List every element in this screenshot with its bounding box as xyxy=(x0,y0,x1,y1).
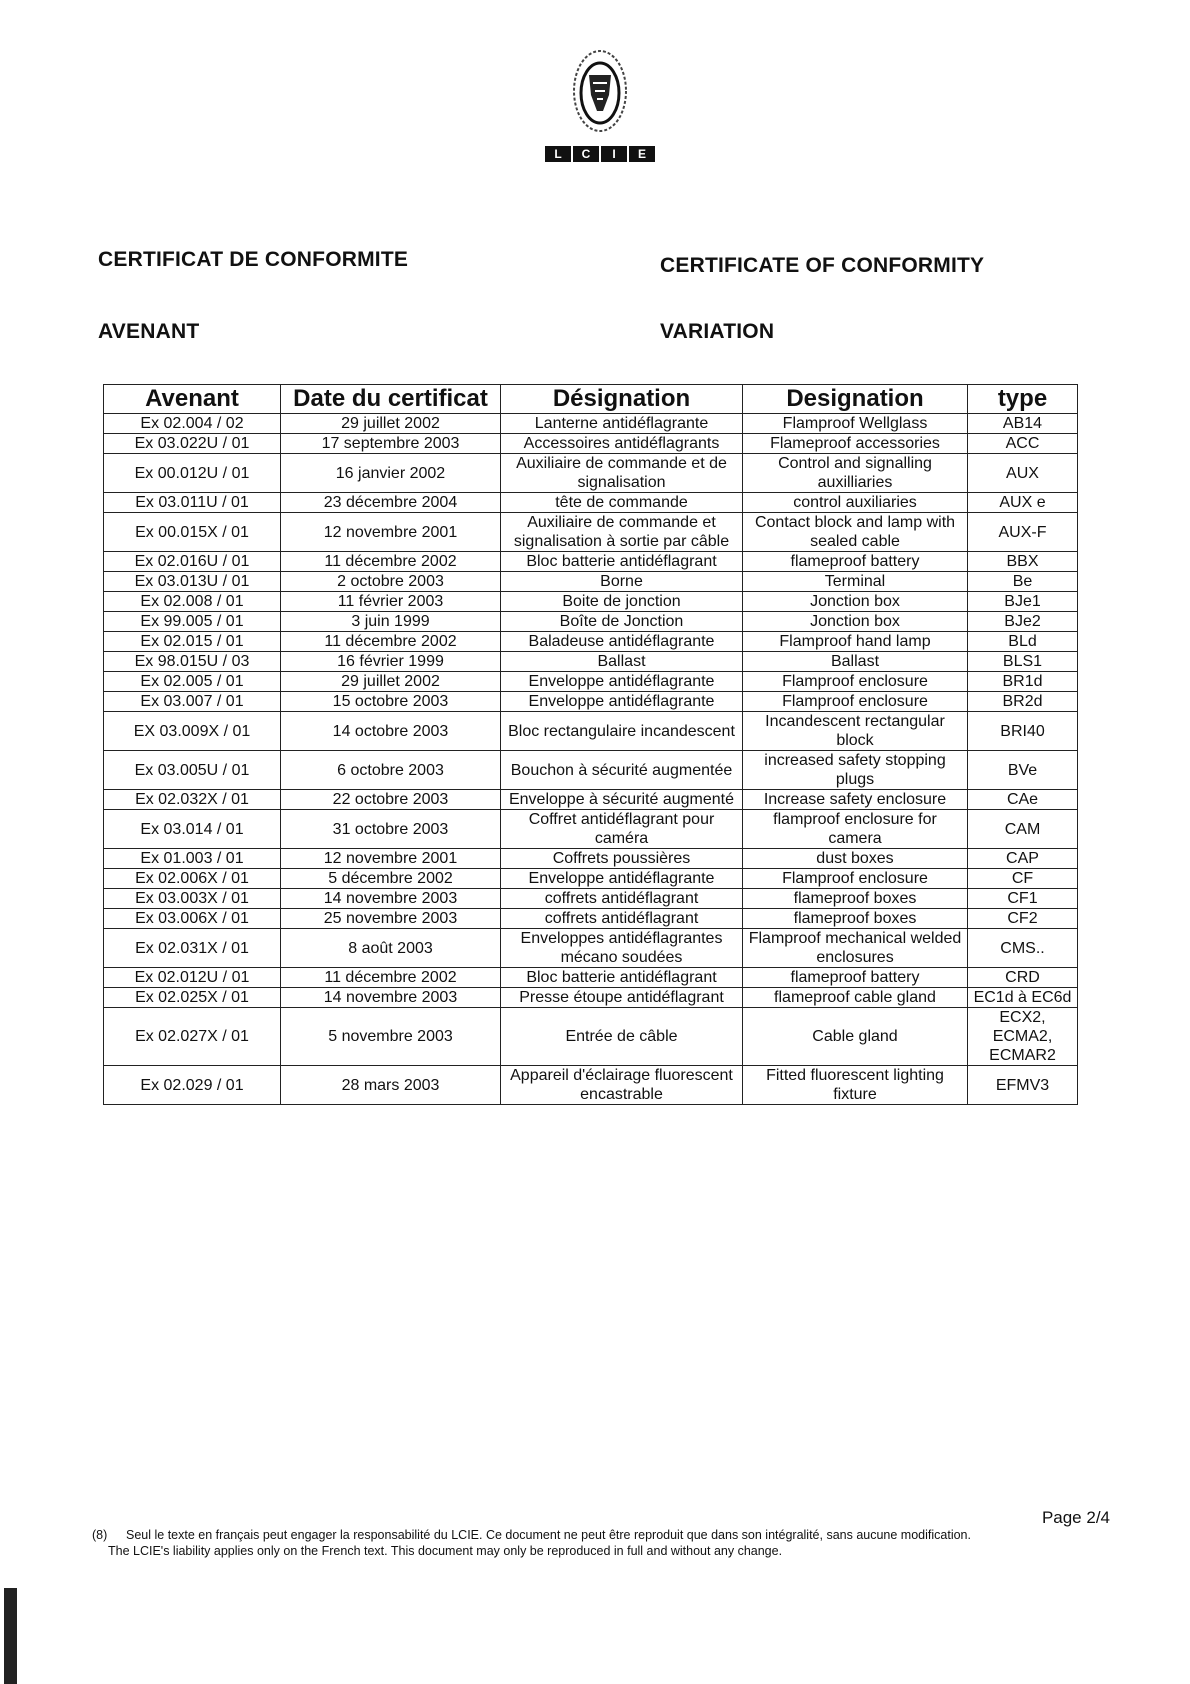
cell-type: CF xyxy=(968,869,1078,889)
table-row xyxy=(104,790,1078,810)
cell-date: 3 juin 1999 xyxy=(281,612,501,632)
lcie-wordmark xyxy=(545,146,655,162)
cell-type: CF1 xyxy=(968,889,1078,909)
cell-designation-fr: Bouchon à sécurité augmentée xyxy=(501,751,743,790)
table-row xyxy=(104,493,1078,513)
cell-designation-en: flamproof enclosure for camera xyxy=(743,810,968,849)
table-row xyxy=(104,751,1078,790)
cell-designation-fr: Ballast xyxy=(501,652,743,672)
footnote-line-fr xyxy=(92,1527,971,1543)
table-row xyxy=(104,513,1078,552)
cell-designation-en: dust boxes xyxy=(743,849,968,869)
cell-avenant: Ex 03.005U / 01 xyxy=(104,751,281,790)
footnote xyxy=(92,1527,971,1559)
cell-type: CMS.. xyxy=(968,929,1078,968)
footnote-number: (8) xyxy=(92,1528,108,1542)
table-row xyxy=(104,592,1078,612)
header-type: type xyxy=(968,385,1078,414)
cell-date: 2 octobre 2003 xyxy=(281,572,501,592)
cell-designation-en: increased safety stopping plugs xyxy=(743,751,968,790)
cell-designation-fr: Bloc batterie antidéflagrant xyxy=(501,552,743,572)
cell-date: 29 juillet 2002 xyxy=(281,672,501,692)
cell-designation-en: flameproof boxes xyxy=(743,909,968,929)
cell-designation-fr: Baladeuse antidéflagrante xyxy=(501,632,743,652)
cell-date: 6 octobre 2003 xyxy=(281,751,501,790)
table-row xyxy=(104,909,1078,929)
cell-avenant: Ex 98.015U / 03 xyxy=(104,652,281,672)
cell-type: BBX xyxy=(968,552,1078,572)
cell-designation-fr: tête de commande xyxy=(501,493,743,513)
table-row xyxy=(104,968,1078,988)
cell-avenant: Ex 02.004 / 02 xyxy=(104,414,281,434)
cell-date: 15 octobre 2003 xyxy=(281,692,501,712)
cell-avenant: Ex 02.015 / 01 xyxy=(104,632,281,652)
cell-designation-fr: Enveloppe antidéflagrante xyxy=(501,869,743,889)
cell-designation-en: Contact block and lamp with sealed cable xyxy=(743,513,968,552)
cell-designation-fr: Enveloppe antidéflagrante xyxy=(501,692,743,712)
cell-avenant: Ex 02.025X / 01 xyxy=(104,988,281,1008)
cell-type: EFMV3 xyxy=(968,1066,1078,1105)
cell-avenant: Ex 02.031X / 01 xyxy=(104,929,281,968)
cell-type: AUX e xyxy=(968,493,1078,513)
cell-designation-fr: Boite de jonction xyxy=(501,592,743,612)
table-row xyxy=(104,849,1078,869)
cell-designation-fr: Enveloppe à sécurité augmenté xyxy=(501,790,743,810)
cell-designation-en: Jonction box xyxy=(743,592,968,612)
cell-designation-fr: Auxiliaire de commande et signalisation à sortie par câble xyxy=(501,513,743,552)
cell-designation-fr: Presse étoupe antidéflagrant xyxy=(501,988,743,1008)
cell-designation-en: Flamproof enclosure xyxy=(743,869,968,889)
page-number: Page 2/4 xyxy=(1041,1508,1110,1527)
cell-designation-fr: coffrets antidéflagrant xyxy=(501,889,743,909)
cell-avenant: Ex 00.012U / 01 xyxy=(104,454,281,493)
cell-avenant: Ex 02.005 / 01 xyxy=(104,672,281,692)
cell-designation-en: Flamproof enclosure xyxy=(743,692,968,712)
cell-avenant: Ex 02.032X / 01 xyxy=(104,790,281,810)
table-row xyxy=(104,434,1078,454)
cell-designation-fr: Coffrets poussières xyxy=(501,849,743,869)
cell-avenant: Ex 03.011U / 01 xyxy=(104,493,281,513)
cell-type: Be xyxy=(968,572,1078,592)
cell-avenant: Ex 03.006X / 01 xyxy=(104,909,281,929)
table-row xyxy=(104,552,1078,572)
cell-designation-fr: Entrée de câble xyxy=(501,1008,743,1066)
cell-designation-en: Jonction box xyxy=(743,612,968,632)
table-row xyxy=(104,1008,1078,1066)
cell-date: 22 octobre 2003 xyxy=(281,790,501,810)
cell-designation-fr: Lanterne antidéflagrante xyxy=(501,414,743,434)
cell-designation-en: Fitted fluorescent lighting fixture xyxy=(743,1066,968,1105)
cell-type: BJe2 xyxy=(968,612,1078,632)
cell-date: 16 janvier 2002 xyxy=(281,454,501,493)
cell-avenant: Ex 03.014 / 01 xyxy=(104,810,281,849)
cell-designation-en: flameproof cable gland xyxy=(743,988,968,1008)
title-french: CERTIFICAT DE CONFORMITE xyxy=(98,248,409,271)
cell-avenant: Ex 02.012U / 01 xyxy=(104,968,281,988)
logo-letter: I xyxy=(599,146,627,162)
cell-type: ECX2, ECMA2, ECMAR2 xyxy=(968,1008,1078,1066)
cell-type: BRI40 xyxy=(968,712,1078,751)
cell-type: AB14 xyxy=(968,414,1078,434)
subtitle-french: AVENANT xyxy=(98,320,200,343)
cell-type: BR1d xyxy=(968,672,1078,692)
cell-date: 16 février 1999 xyxy=(281,652,501,672)
footnote-text-en: The LCIE's liability applies only on the French text. This document may only be reproduced in full and without any change. xyxy=(108,1544,783,1558)
lcie-logo xyxy=(545,45,655,165)
cell-date: 5 novembre 2003 xyxy=(281,1008,501,1066)
table-row xyxy=(104,414,1078,434)
cell-type: EC1d à EC6d xyxy=(968,988,1078,1008)
cell-designation-en: Control and signalling auxilliaries xyxy=(743,454,968,493)
table-row xyxy=(104,692,1078,712)
cell-type: CAM xyxy=(968,810,1078,849)
cell-date: 28 mars 2003 xyxy=(281,1066,501,1105)
cell-date: 31 octobre 2003 xyxy=(281,810,501,849)
cell-avenant: Ex 02.029 / 01 xyxy=(104,1066,281,1105)
table-row xyxy=(104,632,1078,652)
title-english: CERTIFICATE OF CONFORMITY xyxy=(660,254,985,277)
cell-date: 14 octobre 2003 xyxy=(281,712,501,751)
cell-date: 8 août 2003 xyxy=(281,929,501,968)
cell-designation-en: flameproof battery xyxy=(743,968,968,988)
cell-designation-fr: coffrets antidéflagrant xyxy=(501,909,743,929)
header-avenant: Avenant xyxy=(104,385,281,414)
logo-letter: E xyxy=(627,146,655,162)
table-row xyxy=(104,889,1078,909)
cell-designation-fr: Accessoires antidéflagrants xyxy=(501,434,743,454)
cell-designation-en: Increase safety enclosure xyxy=(743,790,968,810)
cell-type: BJe1 xyxy=(968,592,1078,612)
variations-table xyxy=(103,384,1078,1105)
cell-designation-fr: Enveloppe antidéflagrante xyxy=(501,672,743,692)
cell-designation-en: Cable gland xyxy=(743,1008,968,1066)
logo-letter: L xyxy=(554,147,562,161)
table-row xyxy=(104,810,1078,849)
cell-designation-fr: Appareil d'éclairage fluorescent encastrable xyxy=(501,1066,743,1105)
cell-designation-en: Incandescent rectangular block xyxy=(743,712,968,751)
cell-type: AUX xyxy=(968,454,1078,493)
table-row xyxy=(104,454,1078,493)
cell-avenant: Ex 03.003X / 01 xyxy=(104,889,281,909)
cell-avenant: Ex 02.008 / 01 xyxy=(104,592,281,612)
cell-type: CF2 xyxy=(968,909,1078,929)
table-body xyxy=(104,414,1078,1105)
cell-avenant: Ex 02.027X / 01 xyxy=(104,1008,281,1066)
cell-avenant: Ex 02.006X / 01 xyxy=(104,869,281,889)
cell-avenant: Ex 03.007 / 01 xyxy=(104,692,281,712)
cell-date: 11 février 2003 xyxy=(281,592,501,612)
cell-avenant: Ex 01.003 / 01 xyxy=(104,849,281,869)
table-row xyxy=(104,612,1078,632)
cell-type: CAP xyxy=(968,849,1078,869)
cell-designation-fr: Coffret antidéflagrant pour caméra xyxy=(501,810,743,849)
cell-avenant: Ex 03.013U / 01 xyxy=(104,572,281,592)
cell-designation-en: Ballast xyxy=(743,652,968,672)
table-row xyxy=(104,712,1078,751)
cell-date: 23 décembre 2004 xyxy=(281,493,501,513)
cell-designation-fr: Auxiliaire de commande et de signalisation xyxy=(501,454,743,493)
cell-date: 11 décembre 2002 xyxy=(281,632,501,652)
table-row xyxy=(104,869,1078,889)
table-row xyxy=(104,929,1078,968)
cell-date: 11 décembre 2002 xyxy=(281,552,501,572)
cell-avenant: Ex 00.015X / 01 xyxy=(104,513,281,552)
subtitle-english: VARIATION xyxy=(660,320,775,343)
cell-avenant: Ex 99.005 / 01 xyxy=(104,612,281,632)
header-designation-fr: Désignation xyxy=(501,385,743,414)
cell-avenant: Ex 02.016U / 01 xyxy=(104,552,281,572)
cell-date: 5 décembre 2002 xyxy=(281,869,501,889)
cell-date: 12 novembre 2001 xyxy=(281,513,501,552)
cell-type: BLS1 xyxy=(968,652,1078,672)
cell-date: 14 novembre 2003 xyxy=(281,889,501,909)
table-row xyxy=(104,652,1078,672)
cell-designation-en: flameproof boxes xyxy=(743,889,968,909)
logo-letter: C xyxy=(571,146,599,162)
cell-designation-en: Flamproof Wellglass xyxy=(743,414,968,434)
cell-designation-en: flameproof battery xyxy=(743,552,968,572)
scan-margin-mark xyxy=(4,1588,17,1684)
cell-designation-fr: Bloc rectangulaire incandescent xyxy=(501,712,743,751)
cell-type: BVe xyxy=(968,751,1078,790)
cell-type: CAe xyxy=(968,790,1078,810)
cell-designation-fr: Enveloppes antidéflagrantes mécano soudées xyxy=(501,929,743,968)
cell-date: 29 juillet 2002 xyxy=(281,414,501,434)
cell-date: 11 décembre 2002 xyxy=(281,968,501,988)
cell-designation-fr: Borne xyxy=(501,572,743,592)
cell-avenant: EX 03.009X / 01 xyxy=(104,712,281,751)
cell-designation-en: Flameproof accessories xyxy=(743,434,968,454)
cell-designation-en: Flamproof enclosure xyxy=(743,672,968,692)
lcie-emblem-icon xyxy=(545,45,655,145)
cell-date: 25 novembre 2003 xyxy=(281,909,501,929)
cell-designation-fr: Bloc batterie antidéflagrant xyxy=(501,968,743,988)
cell-type: CRD xyxy=(968,968,1078,988)
cell-designation-en: Terminal xyxy=(743,572,968,592)
table-row xyxy=(104,672,1078,692)
cell-type: ACC xyxy=(968,434,1078,454)
table-header-row xyxy=(104,385,1078,414)
cell-avenant: Ex 03.022U / 01 xyxy=(104,434,281,454)
cell-designation-en: Flamproof mechanical welded enclosures xyxy=(743,929,968,968)
table-row xyxy=(104,1066,1078,1105)
table-row xyxy=(104,572,1078,592)
cell-type: BR2d xyxy=(968,692,1078,712)
table-row xyxy=(104,988,1078,1008)
header-date: Date du certificat xyxy=(281,385,501,414)
footnote-text-fr: Seul le texte en français peut engager la responsabilité du LCIE. Ce document ne peut être reproduit que dans son intégralité, sans aucune modification. xyxy=(126,1528,971,1542)
cell-type: BLd xyxy=(968,632,1078,652)
cell-date: 14 novembre 2003 xyxy=(281,988,501,1008)
cell-designation-fr: Boîte de Jonction xyxy=(501,612,743,632)
header-designation-en: Designation xyxy=(743,385,968,414)
cell-date: 17 septembre 2003 xyxy=(281,434,501,454)
cell-type: AUX-F xyxy=(968,513,1078,552)
cell-designation-en: control auxiliaries xyxy=(743,493,968,513)
cell-designation-en: Flamproof hand lamp xyxy=(743,632,968,652)
cell-date: 12 novembre 2001 xyxy=(281,849,501,869)
